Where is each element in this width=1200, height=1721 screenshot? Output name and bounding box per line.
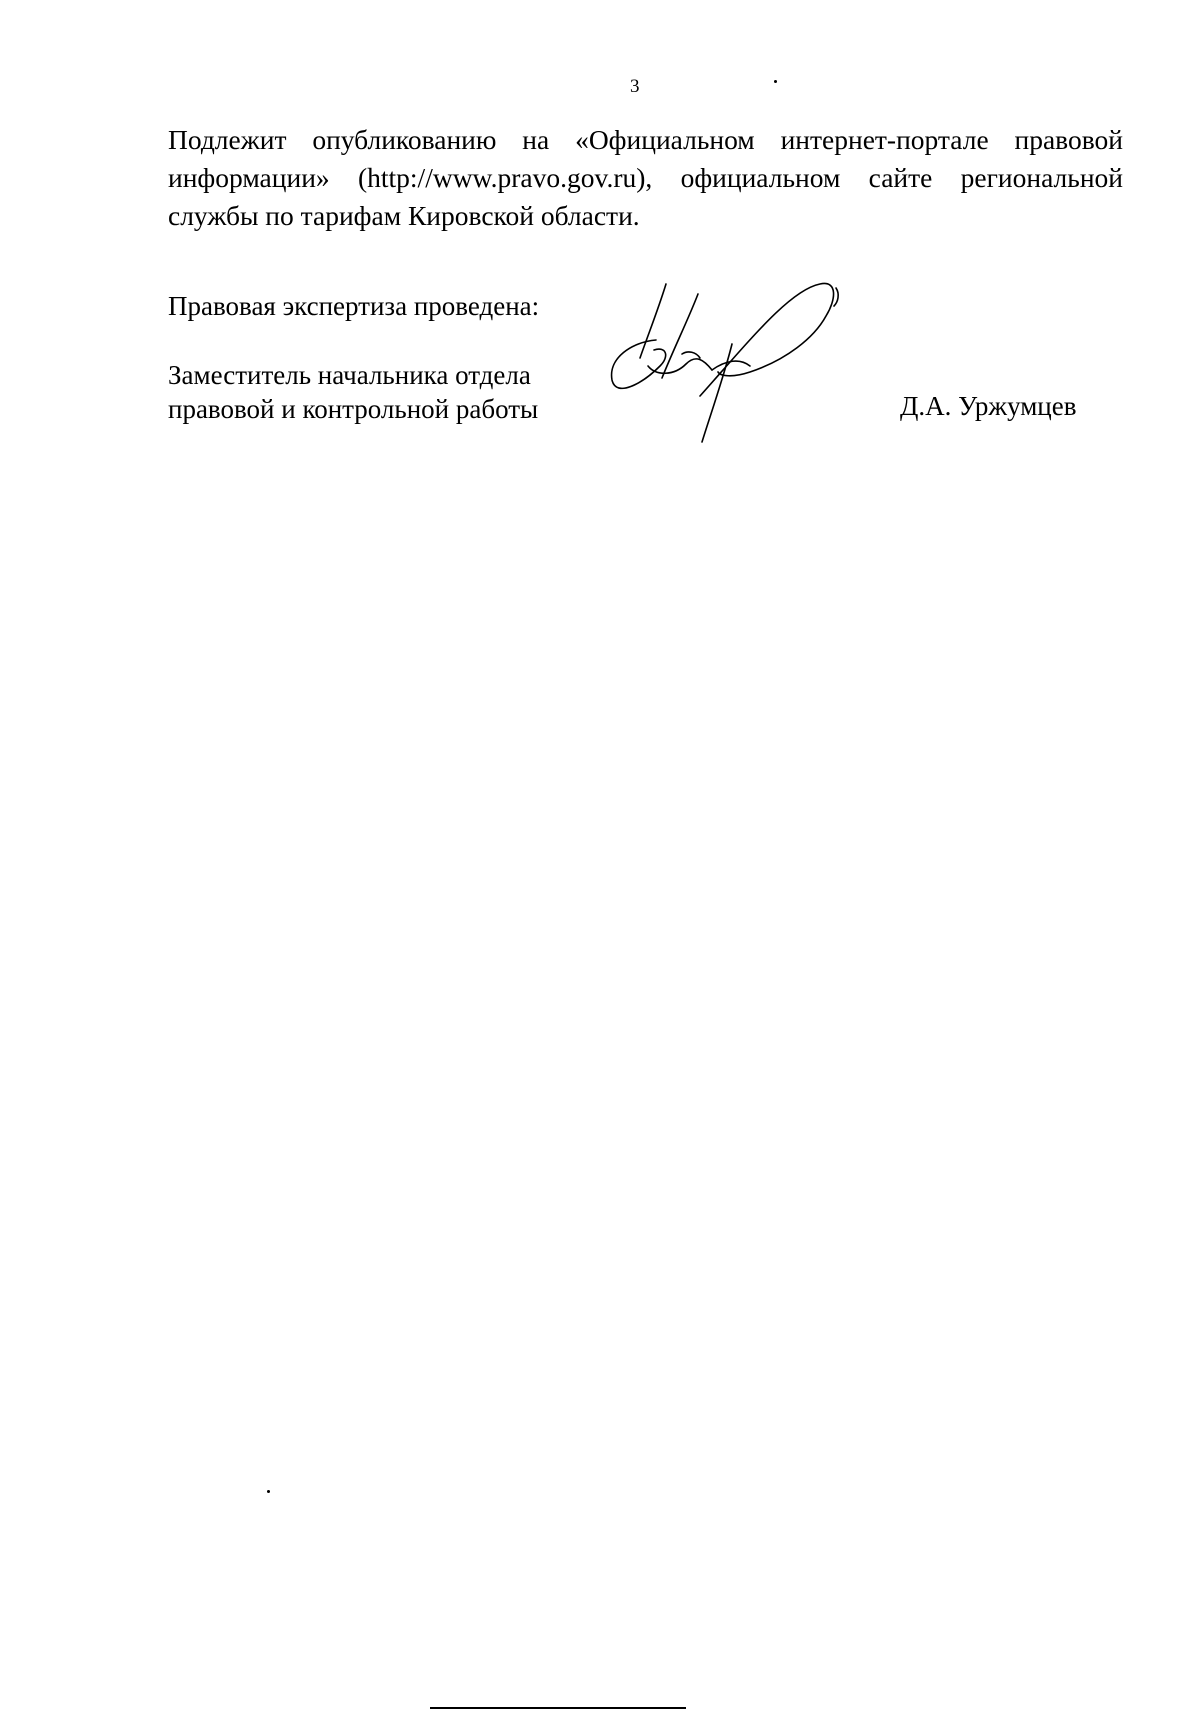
scan-speck (267, 1490, 270, 1493)
handwritten-signature-icon (600, 280, 870, 450)
legal-review-label: Правовая экспертиза проведена: (168, 291, 540, 321)
signer-position-line-2: правовой и контрольной работы (168, 394, 539, 424)
scan-speck (774, 80, 777, 83)
signer-position-line-1: Заместитель начальника отдела (168, 360, 531, 390)
signer-position (168, 358, 538, 426)
page-number: 3 (630, 76, 640, 97)
signer-name: Д.А. Уржумцев (900, 391, 1077, 421)
footer-rule (430, 1707, 686, 1709)
publication-notice: Подлежит опубликованию на «Официальном интернет-портале правовой информации» (http://www.pravo.gov.ru), официальном сайте региональной службы по тарифам Кировской области. (168, 124, 1123, 231)
